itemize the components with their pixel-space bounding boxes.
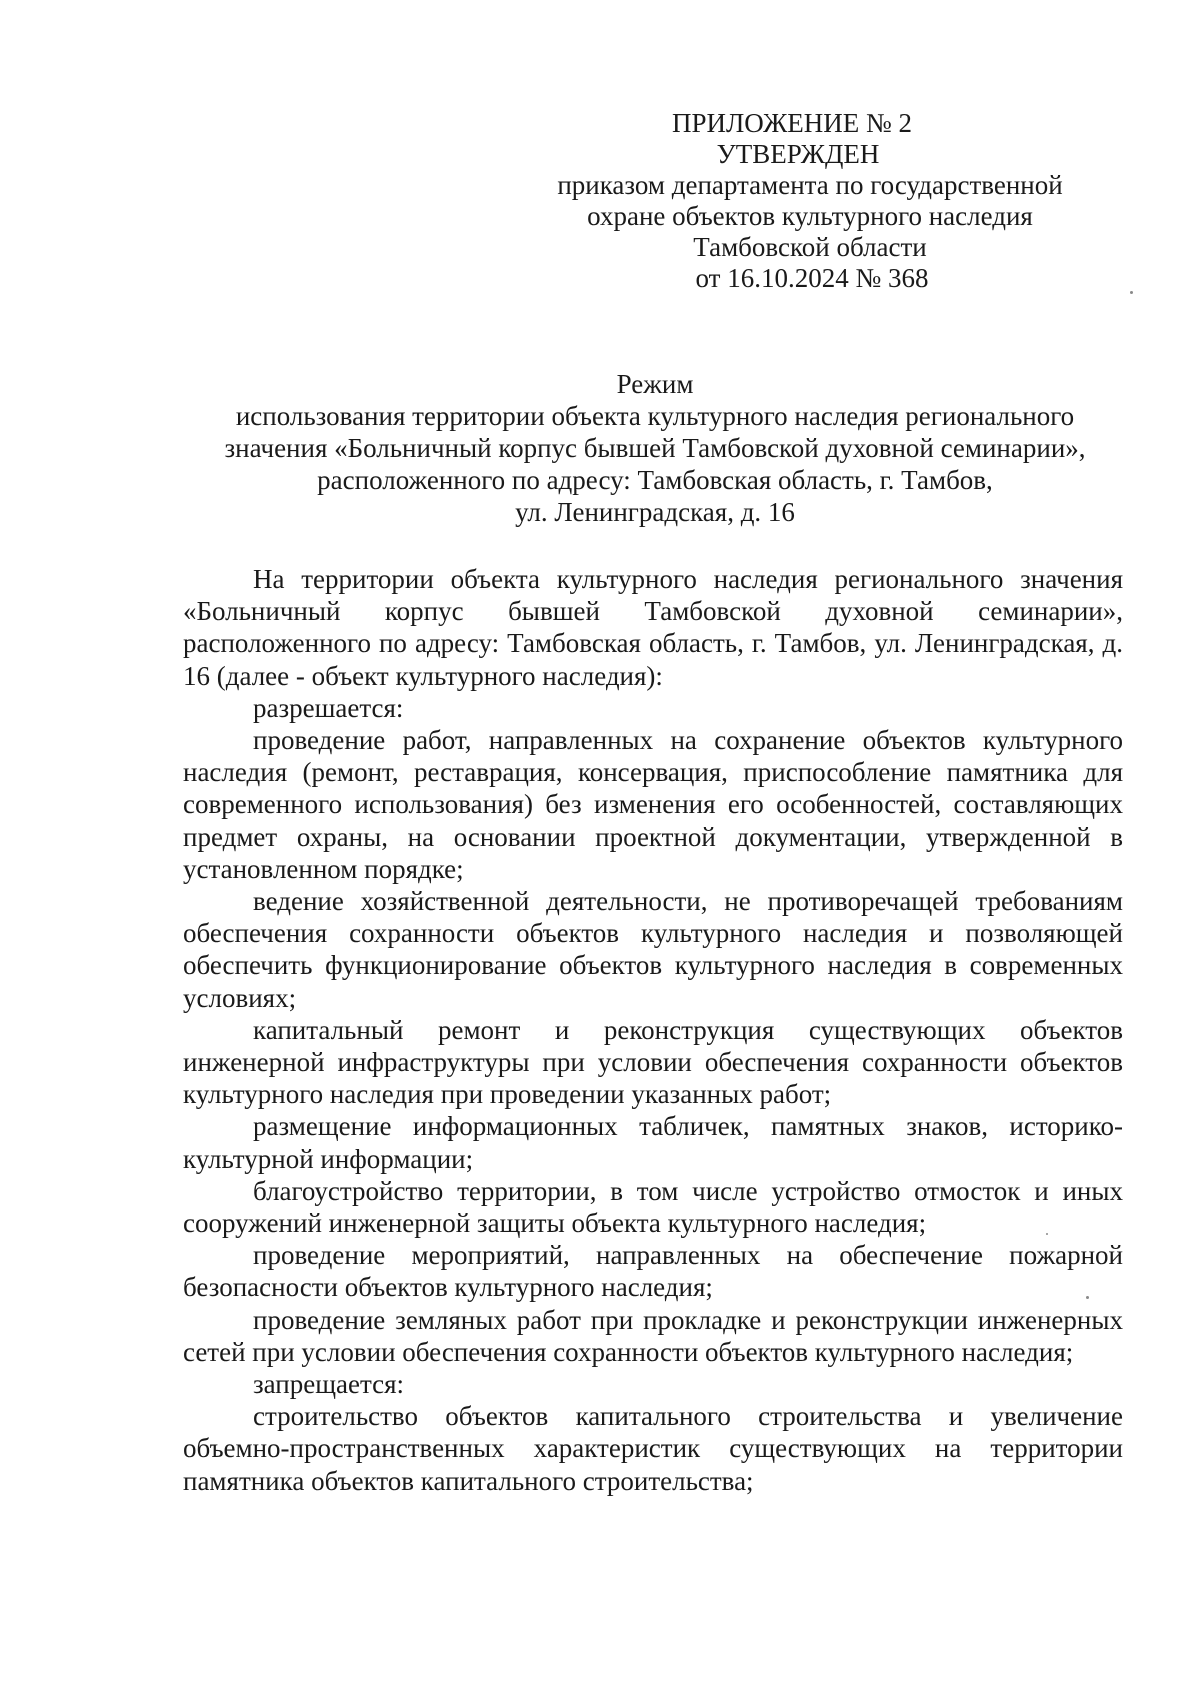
forbidden-item: строительство объектов капитального строительства и увеличение объемно-пространственных характеристик существующих на территории памятника объектов капитального строительства; bbox=[183, 1401, 1123, 1496]
order-date-number: от 16.10.2024 № 368 bbox=[695, 263, 929, 293]
order-line-1: приказом департамента по государственной bbox=[557, 170, 1063, 200]
scan-speck bbox=[1086, 1296, 1089, 1299]
title-word: Режим bbox=[616, 369, 694, 399]
title-line-1: использования территории объекта культурного наследия регионального bbox=[235, 401, 1075, 431]
appendix-label: ПРИЛОЖЕНИЕ № 2 bbox=[671, 108, 913, 138]
intro-paragraph: На территории объекта культурного наследия регионального значения «Больничный корпус бывшей Тамбовской духовной семинарии», расположенного по адресу: Тамбовская область, г. Тамбов, ул. Ленинградская, д. 16 (далее - объект культурного наследия): bbox=[183, 564, 1123, 691]
order-line-2: охране объектов культурного наследия bbox=[587, 201, 1033, 231]
allowed-item: благоустройство территории, в том числе устройство отмосток и иных сооружений инженерной защиты объекта культурного наследия; bbox=[183, 1175, 1123, 1239]
title-line-4: ул. Ленинградская, д. 16 bbox=[515, 497, 795, 527]
allowed-item: ведение хозяйственной деятельности, не противоречащей требованиям обеспечения сохранности объектов культурного наследия и позволяющей обеспечить функционирование объектов культурного наследия в современных условиях; bbox=[183, 886, 1123, 1013]
title-line-2: значения «Больничный корпус бывшей Тамбовской духовной семинарии», bbox=[224, 433, 1086, 463]
approval-header bbox=[520, 108, 1100, 294]
allowed-item: проведение мероприятий, направленных на обеспечение пожарной безопасности объектов культурного наследия; bbox=[183, 1240, 1123, 1303]
forbidden-label: запрещается: bbox=[253, 1369, 405, 1400]
document-title bbox=[120, 368, 1190, 528]
allowed-item: капитальный ремонт и реконструкция существующих объектов инженерной инфраструктуры при условии обеспечения сохранности объектов культурного наследия при проведении указанных работ; bbox=[183, 1014, 1123, 1110]
scan-speck bbox=[1130, 291, 1133, 294]
document-body bbox=[183, 563, 1123, 1497]
allowed-item: проведение работ, направленных на сохранение объектов культурного наследия (ремонт, реставрация, консервация, приспособление памятника для современного использования) без изменения его особенностей, составляющих предмет охраны, на основании проектной документации, утвержденной в установленном порядке; bbox=[183, 725, 1123, 884]
allowed-item: размещение информационных табличек, памятных знаков, историко-культурной информации; bbox=[183, 1111, 1123, 1174]
allowed-label: разрешается: bbox=[253, 692, 404, 723]
allowed-item: проведение земляных работ при прокладке и реконструкции инженерных сетей при условии обеспечения сохранности объектов культурного наследия; bbox=[183, 1304, 1123, 1367]
approved-label: УТВЕРЖДЕН bbox=[716, 139, 880, 169]
scan-speck bbox=[1046, 1233, 1048, 1235]
title-line-3: расположенного по адресу: Тамбовская область, г. Тамбов, bbox=[317, 465, 993, 495]
order-line-3: Тамбовской области bbox=[693, 232, 927, 262]
